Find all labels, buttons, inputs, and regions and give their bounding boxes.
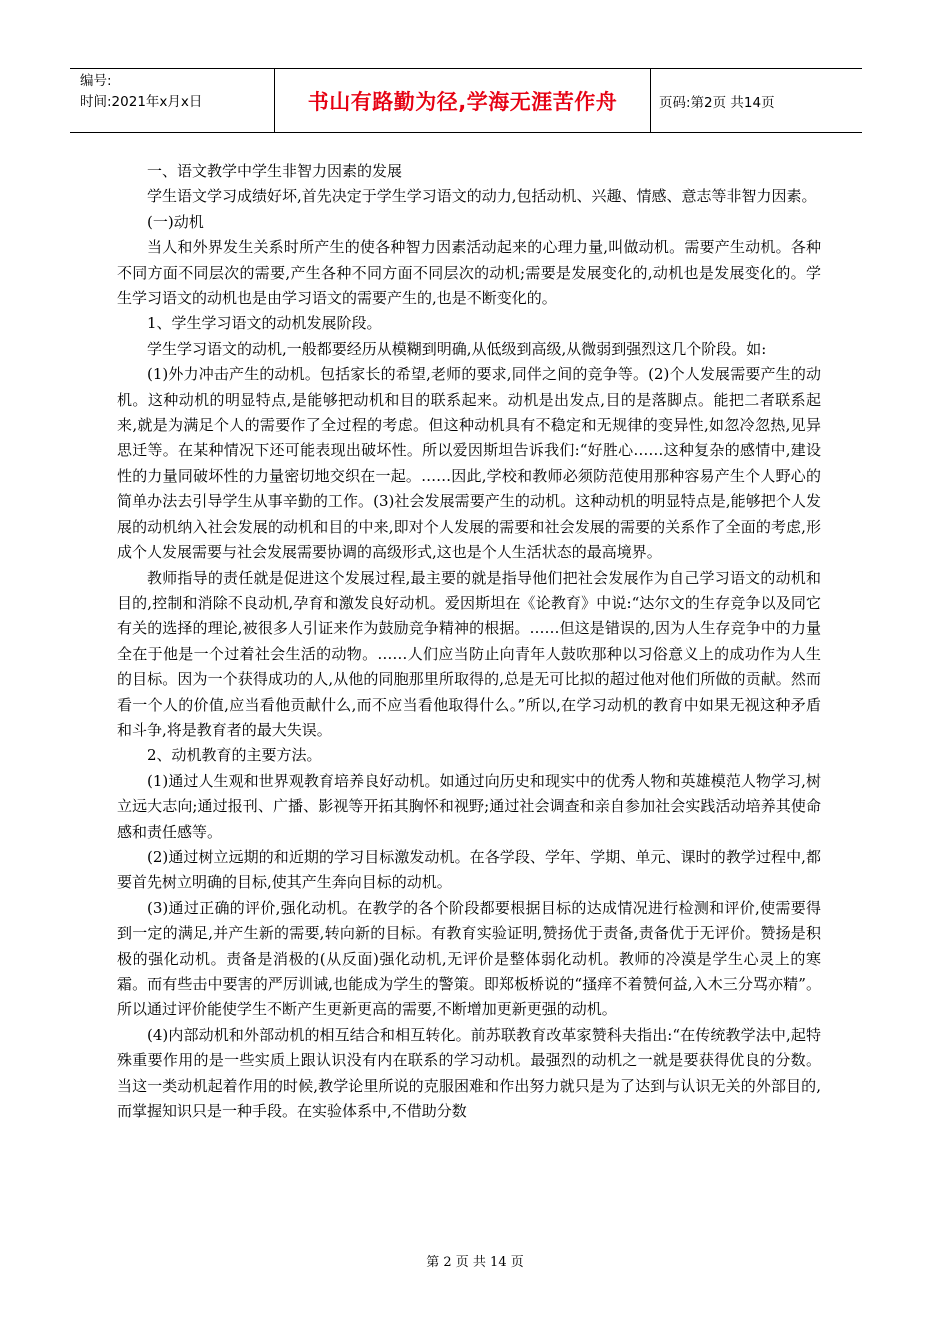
paragraph: (1)外力冲击产生的动机。包括家长的希望,老师的要求,同伴之间的竞争等。(2)个人发展需要产生的动机。这种动机的明显特点,是能够把动机和目的联系起来。动机是出发点,目的是落脚点。能把二者联系起来,就是为满足个人的需要作了全过程的考虑。但这种动机具有不稳定和无规律的变异性,如忽冷忽热,见异思迁等。在某种情况下还可能表现出破坏性。所以爱因斯坦告诉我们:“好胜心……这种复杂的感情中,建设性的力量同破坏性的力量密切地交织在一起。……因此,学校和教师必须防范使用那种容易产生个人野心的简单办法去引导学生从事辛勤的工作。(3)社会发展需要产生的动机。这种动机的明显特点是,能够把个人发展的动机纳入社会发展的动机和目的中来,即对个人发展的需要和社会发展的需要的关系作了全面的考虑,形成个人发展需要与社会发展需要协调的高级形式,这也是个人生活状态的最高境界。 <box>117 365 821 562</box>
document-body <box>117 159 821 1124</box>
subsection-heading: 1、学生学习语文的动机发展阶段。 <box>147 314 382 333</box>
paragraph: (4)内部动机和外部动机的相互结合和相互转化。前苏联教育改革家赞科夫指出:“在传统教学法中,起特殊重要作用的是一些实质上跟认识没有内在联系的学习动机。最强烈的动机之一就是要获得优良的分数。当这一类动机起着作用的时候,教学论里所说的克服困难和作出努力就只是为了达到与认识无关的外部目的,而掌握知识只是一种手段。在实验体系中,不借助分数 <box>117 1025 821 1121</box>
paragraph: (1)通过人生观和世界观教育培养良好动机。如通过向历史和现实中的优秀人物和英雄模范人物学习,树立远大志向;通过报刊、广播、影视等开拓其胸怀和视野;通过社会调查和亲自参加社会实践活动培养其使命感和责任感等。 <box>117 771 821 841</box>
header-page-info: 页码:第2页 共14页 <box>659 94 775 111</box>
header-motto: 书山有路勤为径,学海无涯苦作舟 <box>274 69 651 132</box>
subsection-heading: (一)动机 <box>147 212 204 231</box>
time-label: 时间:2021年x月x日 <box>80 94 203 110</box>
page-header <box>70 68 862 133</box>
paragraph: 教师指导的责任就是促进这个发展过程,最主要的就是指导他们把社会发展作为自己学习语文的动机和目的,控制和消除不良动机,孕育和激发良好动机。爱因斯坦在《论教育》中说:“达尔文的生存竞争以及同它有关的选择的理论,被很多人引证来作为鼓励竞争精神的根据。……但这是错误的,因为人生存竞争中的力量全在于他是一个过着社会生活的动物。……人们应当防止向青年人鼓吹那种以习俗意义上的成功作为人生的目标。因为一个获得成功的人,从他的同胞那里所取得的,总是无可比拟的超过他对他们所做的贡献。然而看一个人的价值,应当看他贡献什么,而不应当看他取得什么。”所以,在学习动机的教育中如果无视这种矛盾和斗争,将是教育者的最大失误。 <box>117 568 821 739</box>
subsection-heading: 2、动机教育的主要方法。 <box>147 746 322 765</box>
paragraph: (2)通过树立远期的和近期的学习目标激发动机。在各学段、学年、学期、单元、课时的教学过程中,都要首先树立明确的目标,使其产生奔向目标的动机。 <box>117 847 821 892</box>
paragraph: 当人和外界发生关系时所产生的使各种智力因素活动起来的心理力量,叫做动机。需要产生动机。各种不同方面不同层次的需要,产生各种不同方面不同层次的动机;需要是发展变化的,动机也是发展变化的。学生学习语文的动机也是由学习语文的需要产生的,也是不断变化的。 <box>117 238 821 308</box>
paragraph: 学生学习语文的动机,一般都要经历从模糊到明确,从低级到高级,从微弱到强烈这几个阶段。如: <box>147 339 767 358</box>
number-label: 编号: <box>80 73 112 89</box>
header-meta <box>70 69 274 132</box>
page-footer: 第 2 页 共 14 页 <box>426 1255 524 1270</box>
section-heading: 一、语文教学中学生非智力因素的发展 <box>147 162 403 180</box>
paragraph: 学生语文学习成绩好坏,首先决定于学生学习语文的动力,包括动机、兴趣、情感、意志等非智力因素。 <box>147 187 817 206</box>
paragraph: (3)通过正确的评价,强化动机。在教学的各个阶段都要根据目标的达成情况进行检测和评价,使需要得到一定的满足,并产生新的需要,转向新的目标。有教育实验证明,赞扬优于责备,责备优于无评价。赞扬是积极的强化动机。责备是消极的(从反面)强化动机,无评价是整体弱化动机。教师的冷漠是学生心灵上的寒霜。而有些击中要害的严厉训诫,也能成为学生的警策。即郑板桥说的“搔痒不着赞何益,入木三分骂亦精”。所以通过评价能使学生不断产生更新更高的需要,不断增加更新更强的动机。 <box>117 898 821 1019</box>
